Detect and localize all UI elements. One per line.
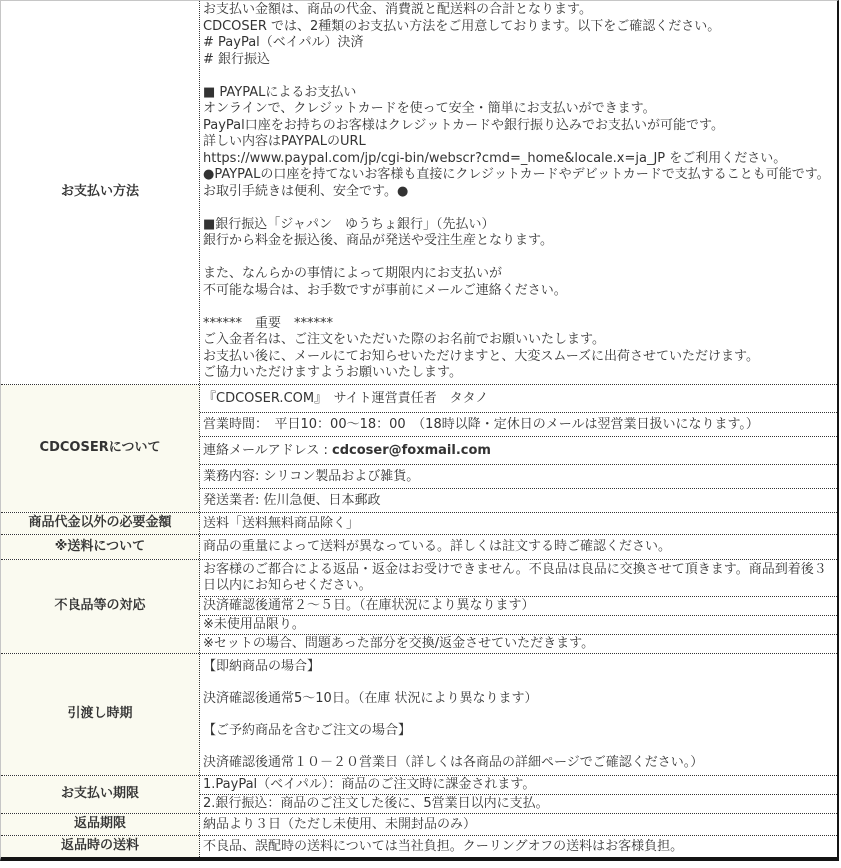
text-line: オンラインで、クレジットカードを使って安全・簡単にお支払いができます。 bbox=[203, 101, 656, 116]
defective-items-content bbox=[200, 560, 837, 653]
text-line: また、なんらかの事情によって期限内にお支払いが bbox=[203, 266, 503, 281]
set-exchange-text: ※セットの場合、問題あった部分を交換/返金させていただきます。 bbox=[200, 634, 837, 653]
row-label-return-deadline bbox=[1, 814, 200, 835]
row-label-text: 返品時の送料 bbox=[60, 838, 139, 853]
handover-period-content bbox=[200, 654, 837, 775]
payment-deadline-content bbox=[200, 776, 837, 813]
defective-policy-text: お客様のご都合による返品・返金はお受けできません。不良品は良品に交換させて頂きます。商品到着後３日以内にお知らせください。 bbox=[203, 561, 827, 593]
in-stock-timeframe-text: 決済確認後通常5～10日。（在庫 状況により異なります） bbox=[203, 690, 538, 706]
return-deadline-text: 納品より３日（ただし未使用、未開封品のみ） bbox=[203, 816, 477, 832]
contact-email-row bbox=[200, 436, 837, 464]
paypal-deadline-text: 1.PayPal（ベイパル）：商品のご注文時に課金されます。 bbox=[203, 776, 536, 792]
table-row-payment-method bbox=[1, 1, 837, 384]
shipping-carriers-text: 発送業者: 佐川急便、日本郵政 bbox=[200, 488, 837, 512]
text-line: ■銀行振込「ジャパン ゆうちょ銀行」（先払い） bbox=[203, 216, 495, 232]
table-row-shipping-fee bbox=[1, 534, 837, 559]
row-label-payment-deadline bbox=[1, 776, 200, 813]
contact-email-address: cdcoser@foxmail.com bbox=[332, 442, 491, 458]
business-hours-text: 営業時間： 平日10：00～18：00 （18時以降・定休日のメールは翌営業日扱いになります。） bbox=[200, 412, 837, 436]
shipping-fee-text: 商品の重量によって送料が異なっている。詳しくは註文する時ご確認ください。 bbox=[203, 538, 672, 554]
text-line: PayPal口座をお持ちのお客様はクレジットカードや銀行振り込みでお支払いが可能です。 bbox=[203, 117, 724, 133]
blank-line bbox=[203, 675, 835, 691]
text-line: ご協力いただけますようお願いいたします。 bbox=[203, 365, 462, 380]
bank-transfer-deadline-text: 2.銀行振込：商品のご注文した後に、5営業日以内に支払。 bbox=[200, 794, 837, 813]
blank-line bbox=[203, 299, 835, 316]
text-line: # PayPal（ベイパル）決済 bbox=[203, 35, 364, 50]
text-line: CDCOSER では、2種類のお支払い方法をご用意しております。以下をご確認ください。 bbox=[203, 18, 721, 34]
table-row-extra-fees bbox=[1, 512, 837, 534]
in-stock-case-heading: 【即納商品の場合】 bbox=[203, 658, 321, 674]
row-label-text: ※送料について bbox=[54, 538, 146, 554]
exchange-timeframe-text: 決済確認後通常２～５日。（在庫状況により異なります） bbox=[200, 596, 837, 615]
blank-line bbox=[203, 707, 835, 723]
text-line: 詳しい内容はPAYPALのURL bbox=[203, 134, 366, 149]
business-description-text: 業務内容: シリコン製品および雑貨。 bbox=[200, 464, 837, 488]
preorder-timeframe-text: 決済確認後通常１０－２０営業日（詳しくは各商品の詳細ページでご確認ください。） bbox=[203, 754, 704, 770]
text-line: ●PAYPALの口座を持てないお客様も直接にクレジットカードやデビットカードで支払することも可能です。 bbox=[203, 167, 830, 182]
row-label-defective-items bbox=[1, 560, 200, 653]
blank-line bbox=[203, 250, 835, 267]
row-label-extra-fees bbox=[1, 513, 200, 534]
row-label-text: 商品代金以外の必要金額 bbox=[28, 515, 172, 530]
text-line: ご入金者名は、ご注文をいただいた際のお名前でお願いいたします。 bbox=[203, 332, 605, 347]
row-label-text: 返品期限 bbox=[73, 816, 126, 831]
blank-line bbox=[203, 68, 835, 85]
blank-line bbox=[203, 739, 835, 755]
paypal-url-text: https://www.paypal.com/jp/cgi-bin/webscr?cmd=_home&locale.x=ja_JP をご利用ください。 bbox=[203, 150, 787, 166]
row-label-text: 引渡し時期 bbox=[67, 706, 133, 721]
extra-fees-content bbox=[200, 513, 837, 534]
text-line: ■ PAYPALによるお支払い bbox=[203, 84, 357, 100]
text-line: 銀行から料金を振込後、商品が発送や受注生産となります。 bbox=[203, 233, 553, 248]
blank-line bbox=[203, 200, 835, 217]
site-operator-text: 『CDCOSER.COM』 サイト運営責任者 タタノ bbox=[203, 390, 489, 406]
important-note-heading: ****** 重要 ****** bbox=[203, 315, 334, 331]
row-label-shipping-fee bbox=[1, 535, 200, 559]
text-line: # 銀行振込 bbox=[203, 51, 271, 67]
about-cdcoser-content bbox=[200, 385, 837, 512]
text-line: 不可能な場合は、お手数ですが事前にメールご連絡ください。 bbox=[203, 282, 567, 298]
row-label-text: お支払い方法 bbox=[60, 184, 139, 200]
table-row-handover-period bbox=[1, 653, 837, 775]
table-row-return-deadline bbox=[1, 813, 837, 835]
table-row-about-cdcoser bbox=[1, 384, 837, 512]
text-line: お支払い後に、メールにてお知らせいただけますと、大変スムーズに出荷させていただけます。 bbox=[203, 348, 760, 364]
return-shipping-text: 不良品、誤配時の送料については当社負担。クーリングオフの送料はお客様負担。 bbox=[203, 838, 684, 854]
row-label-handover-period bbox=[1, 654, 200, 775]
row-label-text: 不良品等の対応 bbox=[54, 598, 146, 613]
table-row-return-shipping bbox=[1, 835, 837, 857]
unused-only-text: ※未使用品限り。 bbox=[200, 615, 837, 634]
row-label-text: CDCOSERについて bbox=[39, 440, 161, 455]
payment-method-content bbox=[200, 1, 837, 384]
row-label-payment-method bbox=[1, 1, 200, 384]
return-deadline-content bbox=[200, 814, 837, 835]
preorder-case-heading: 【ご予約商品を含むご注文の場合】 bbox=[203, 722, 412, 738]
row-label-text: お支払い期限 bbox=[60, 786, 139, 801]
row-label-about-cdcoser bbox=[1, 385, 200, 512]
shipping-fee-content bbox=[200, 535, 837, 559]
text-line: お取引手続きは便利、安全です。● bbox=[203, 183, 409, 199]
row-label-return-shipping bbox=[1, 836, 200, 857]
contact-email-label: 連絡メールアドレス : bbox=[203, 442, 332, 458]
return-shipping-content bbox=[200, 836, 837, 857]
text-line: お支払い金額は、商品の代金、消費説と配送料の合計となります。 bbox=[203, 2, 592, 17]
table-row-payment-deadline bbox=[1, 775, 837, 813]
table-row-defective-items bbox=[1, 559, 837, 653]
extra-fees-text: 送料「送料無料商品除く」 bbox=[203, 515, 360, 531]
